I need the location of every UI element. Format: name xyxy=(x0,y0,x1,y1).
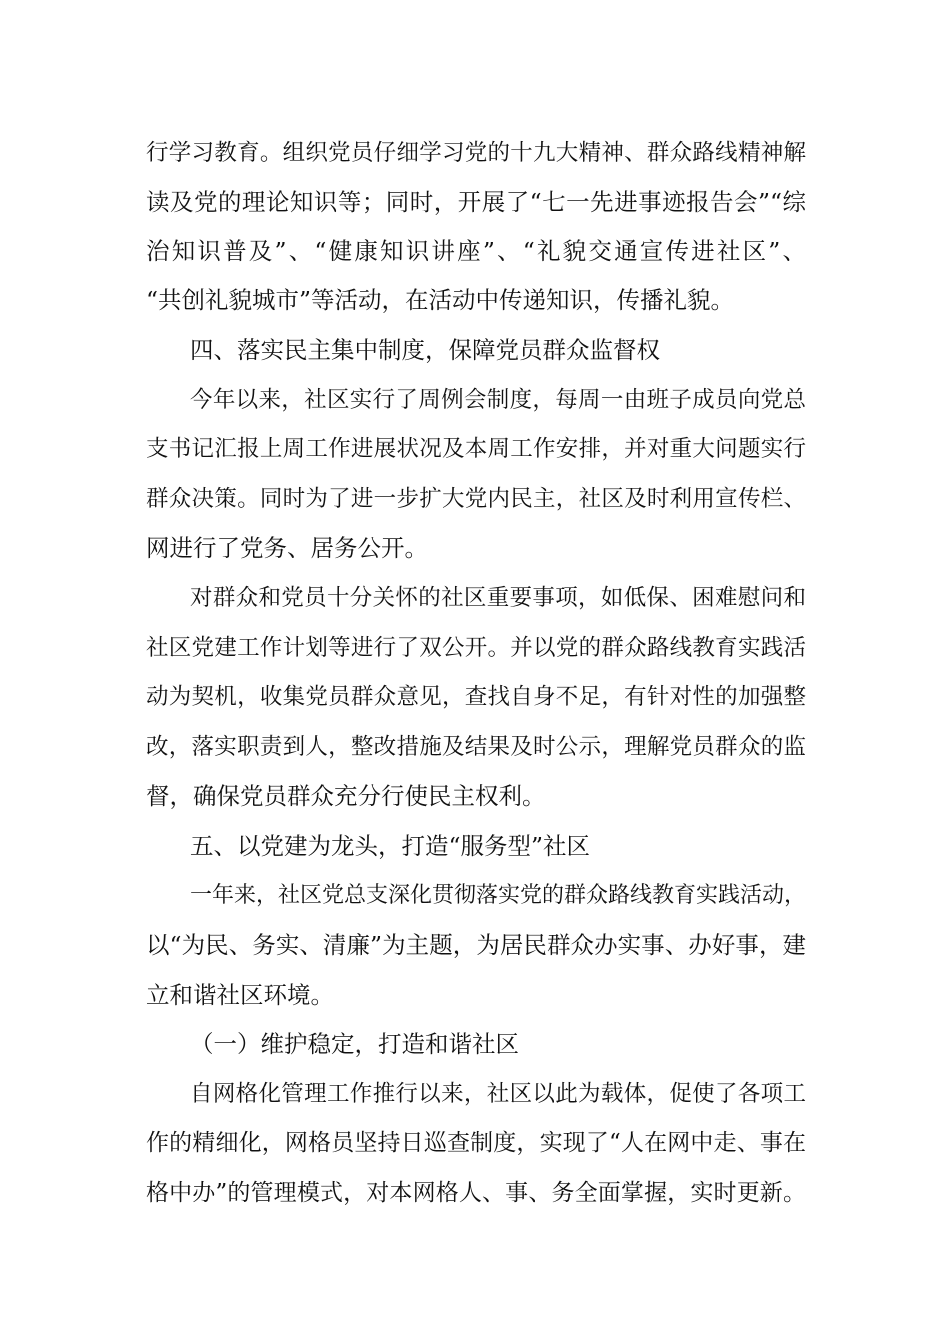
body-text-line: 自网格化管理工作推行以来，社区以此为载体，促使了各项工 xyxy=(190,1081,806,1107)
body-text-line: “共创礼貌城市”等活动，在活动中传递知识，传播礼貌。 xyxy=(146,286,735,314)
body-text-line: 以“为民、务实、清廉”为主题，为居民群众办实事、办好事，建 xyxy=(146,931,806,959)
section-heading: 四、落实民主集中制度，保障党员群众监督权 xyxy=(190,336,660,364)
body-text-line: 立和谐社区环境。 xyxy=(146,981,334,1009)
body-text-line: 格中办”的管理模式，对本网格人、事、务全面掌握，实时更新。 xyxy=(146,1180,806,1206)
body-text-line: 群众决策。同时为了进一步扩大党内民主，社区及时利用宣传栏、 xyxy=(146,486,806,512)
body-text-line: 今年以来，社区实行了周例会制度，每周一由班子成员向党总 xyxy=(190,387,806,413)
body-text-line: 支书记汇报上周工作进展状况及本周工作安排，并对重大问题实行 xyxy=(146,436,806,462)
body-text-line: 一年来，社区党总支深化贯彻落实党的群众路线教育实践活动， xyxy=(190,883,807,908)
section-heading: 五、以党建为龙头，打造“服务型”社区 xyxy=(190,832,591,860)
subsection-heading: （一）维护稳定，打造和谐社区 xyxy=(190,1030,519,1058)
body-text-line: 网进行了党务、居务公开。 xyxy=(146,534,428,562)
body-text-line: 读及党的理论知识等；同时，开展了“七一先进事迹报告会”“综 xyxy=(146,188,806,216)
body-text-line: 治知识普及”、“健康知识讲座”、“礼貌交通宣传进社区”、 xyxy=(146,237,806,265)
body-text-line: 督，确保党员群众充分行使民主权利。 xyxy=(146,782,546,810)
body-text-line: 行学习教育。组织党员仔细学习党的十九大精神、群众路线精神解 xyxy=(146,140,806,166)
body-text-line: 改，落实职责到人，整改措施及结果及时公示，理解党员群众的监 xyxy=(146,734,806,760)
body-text-line: 动为契机，收集党员群众意见，查找自身不足，有针对性的加强整 xyxy=(146,684,806,710)
body-text-line: 对群众和党员十分关怀的社区重要事项，如低保、困难慰问和 xyxy=(190,585,806,611)
body-text-line: 社区党建工作计划等进行了双公开。并以党的群众路线教育实践活 xyxy=(146,635,806,661)
body-text-line: 作的精细化，网格员坚持日巡查制度，实现了“人在网中走、事在 xyxy=(146,1130,806,1156)
